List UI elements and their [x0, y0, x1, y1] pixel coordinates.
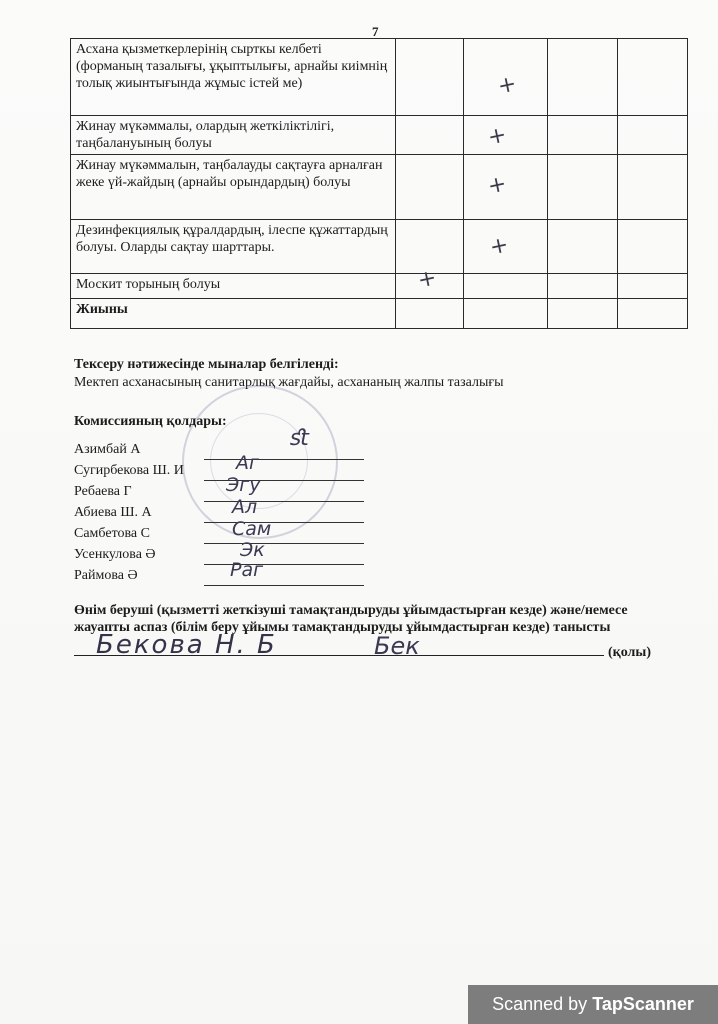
commission-member: [74, 505, 364, 525]
signature-6: Эк: [240, 539, 265, 561]
signature-2: Аг: [236, 452, 259, 474]
checkmark: +: [485, 171, 509, 200]
supplier-text-line2: жауапты аспаз (білім беру ұйымы тамақтандыруды ұйымдастырған кезде) танысты: [74, 620, 611, 635]
member-name: Ребаева Г: [74, 484, 132, 499]
criterion-cell: Дезинфекциялық құралдардың, ілеспе құжаттардың болуы. Оларды сақтау шарттары.: [71, 220, 396, 274]
checkmark: +: [485, 122, 509, 151]
total-label: Жиыны: [71, 299, 396, 329]
signature-line: [204, 585, 364, 586]
commission-member: [74, 463, 364, 483]
table-row: [71, 116, 688, 155]
member-name: Абиева Ш. А: [74, 505, 152, 520]
signature-3: Эгу: [226, 474, 261, 496]
table-row-total: [71, 299, 688, 329]
inspection-table: [70, 38, 688, 329]
checkmark: +: [487, 232, 511, 261]
table-row: [71, 155, 688, 220]
watermark-prefix: Scanned by: [492, 994, 593, 1014]
scanner-watermark: [468, 985, 718, 1024]
commission-member: [74, 568, 364, 588]
commission-heading: Комиссияның қолдары:: [74, 414, 227, 429]
commission-member: [74, 442, 364, 462]
checkmark: +: [415, 265, 439, 294]
signature-line: [204, 543, 364, 544]
supplier-signature: Бек: [374, 632, 420, 660]
findings-heading: Тексеру нәтижесінде мыналар белгіленді:: [74, 357, 339, 372]
watermark-brand: TapScanner: [592, 994, 694, 1014]
supplier-text-line1: Өнім беруші (қызметті жеткізуші тамақтандыруды ұйымдастырған кезде) және/немесе: [74, 603, 628, 618]
commission-member: [74, 484, 364, 504]
table-row: [71, 274, 688, 299]
member-name: Усенкулова Ә: [74, 547, 156, 562]
member-name: Азимбай А: [74, 442, 141, 457]
member-name: Сугирбекова Ш. И: [74, 463, 184, 478]
member-name: Раймова Ә: [74, 568, 138, 583]
signature-line: [204, 459, 364, 460]
supplier-handwritten-name: Бекова Н. Б: [96, 630, 277, 660]
criterion-cell: Жинау мүкәммалын, таңбалауды сақтауға арналған жеке үй-жайдың (арнайы орындардың) болуы: [71, 155, 396, 220]
signature-5: Сам: [232, 518, 272, 540]
findings-text: Мектеп асханасының санитарлық жағдайы, асхананың жалпы тазалығы: [74, 375, 504, 390]
sign-label: (қолы): [608, 645, 651, 660]
signature-line: [204, 501, 364, 502]
signature-1: ﬆ: [290, 426, 309, 451]
criterion-cell: Москит торының болуы: [71, 274, 396, 299]
table-row: [71, 220, 688, 274]
checkmark: +: [495, 71, 519, 100]
criterion-cell: Жинау мүкәммалы, олардың жеткіліктілігі, таңбалануының болуы: [71, 116, 396, 155]
criterion-cell: Асхана қызметкерлерінің сырткы келбеті (форманың тазалығы, ұқыптылығы, арнайы киімнің толық жиынтығында жұмыс істей ме): [71, 39, 396, 116]
signature-line: [204, 564, 364, 565]
signature-line: [204, 522, 364, 523]
commission-member: [74, 526, 364, 546]
commission-member: [74, 547, 364, 567]
signature-4: Ал: [232, 496, 258, 518]
page-number: 7: [372, 24, 379, 39]
member-name: Самбетова С: [74, 526, 150, 541]
signature-7: Раг: [230, 559, 264, 581]
table-row: [71, 39, 688, 116]
